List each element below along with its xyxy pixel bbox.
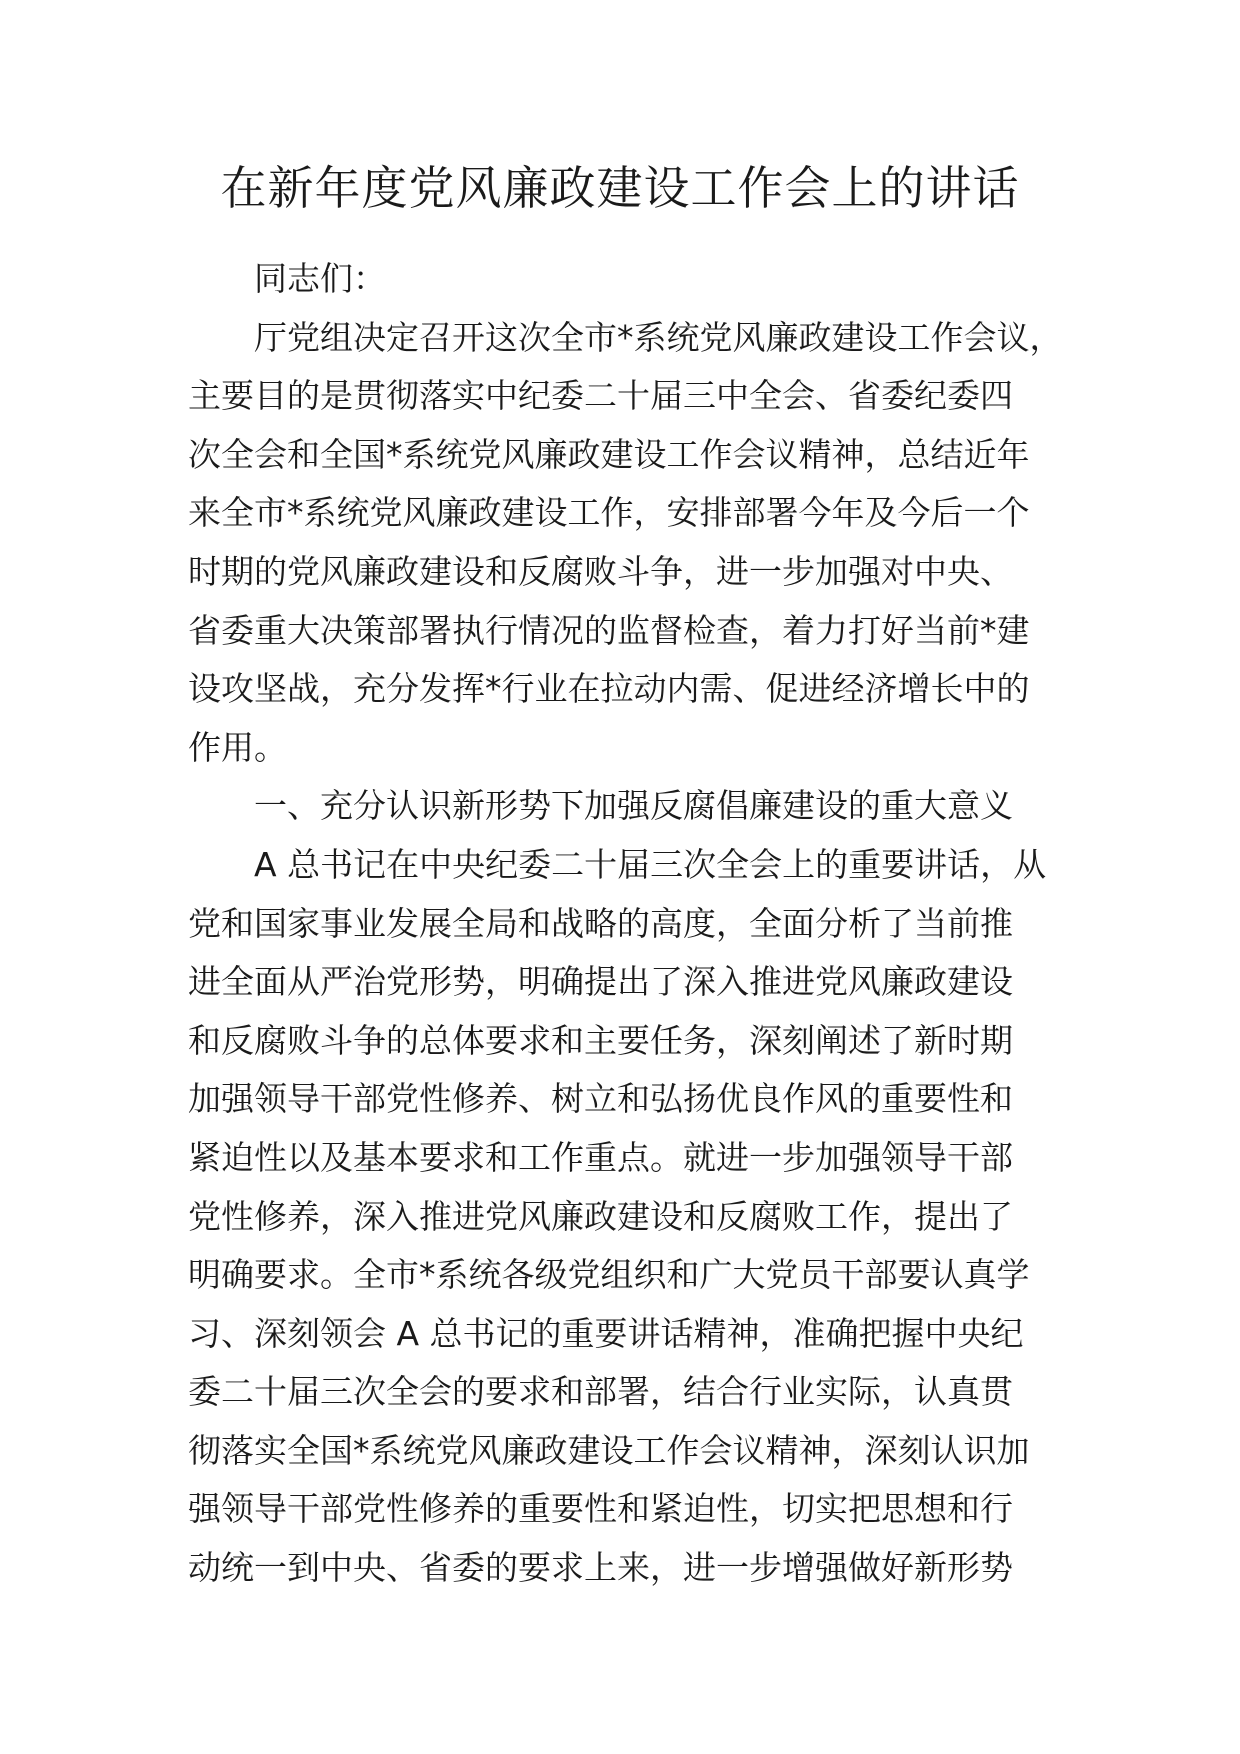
paragraph-line: 习、深刻领会 A 总书记的重要讲话精神，准确把握中央纪 [188,1313,1024,1353]
salutation: 同志们： [254,259,386,298]
document-body [188,250,1068,1598]
paragraph-line: 厅党组决定召开这次全市*系统党风廉政建设工作会议， [254,317,1063,357]
paragraph-line: 党和国家事业发展全局和战略的高度，全面分析了当前推 [188,903,1013,943]
paragraph-2 [188,836,1068,1598]
paragraph-line: 设攻坚战，充分发挥*行业在拉动内需、促进经济增长中的 [188,669,1030,709]
paragraph-line: 来全市*系统党风廉政建设工作，安排部署今年及今后一个 [188,493,1030,533]
paragraph-line: 进全面从严治党形势，明确提出了深入推进党风廉政建设 [188,962,1013,1002]
paragraph-line: 动统一到中央、省委的要求上来，进一步增强做好新形势 [188,1548,1013,1588]
paragraph-line: 紧迫性以及基本要求和工作重点。就进一步加强领导干部 [188,1137,1013,1177]
page-title: 在新年度党风廉政建设工作会上的讲话 [220,161,1020,215]
section-heading: 一、充分认识新形势下加强反腐倡廉建设的重大意义 [254,786,1013,826]
paragraph-line: 时期的党风廉政建设和反腐败斗争，进一步加强对中央、 [188,551,1013,591]
paragraph-line: 明确要求。全市*系统各级党组织和广大党员干部要认真学 [188,1255,1030,1295]
paragraph-line: 加强领导干部党性修养、树立和弘扬优良作风的重要性和 [188,1079,1013,1119]
paragraph-line: 强领导干部党性修养的重要性和紧迫性，切实把思想和行 [188,1489,1013,1529]
paragraph-line: 党性修养，深入推进党风廉政建设和反腐败工作，提出了 [188,1196,1013,1236]
paragraph-line: 委二十届三次全会的要求和部署，结合行业实际，认真贯 [188,1372,1013,1412]
paragraph-line: 次全会和全国*系统党风廉政建设工作会议精神，总结近年 [188,434,1030,474]
paragraph-line: A 总书记在中央纪委二十届三次全会上的重要讲话，从 [254,844,1047,884]
paragraph-1 [188,309,1068,778]
paragraph-line: 作用。 [188,727,287,767]
paragraph-line: 主要目的是贯彻落实中纪委二十届三中全会、省委纪委四 [188,376,1013,416]
paragraph-line: 彻落实全国*系统党风廉政建设工作会议精神，深刻认识加 [188,1430,1030,1470]
paragraph-line: 和反腐败斗争的总体要求和主要任务，深刻阐述了新时期 [188,1020,1013,1060]
paragraph-line: 省委重大决策部署执行情况的监督检查，着力打好当前*建 [188,610,1030,650]
